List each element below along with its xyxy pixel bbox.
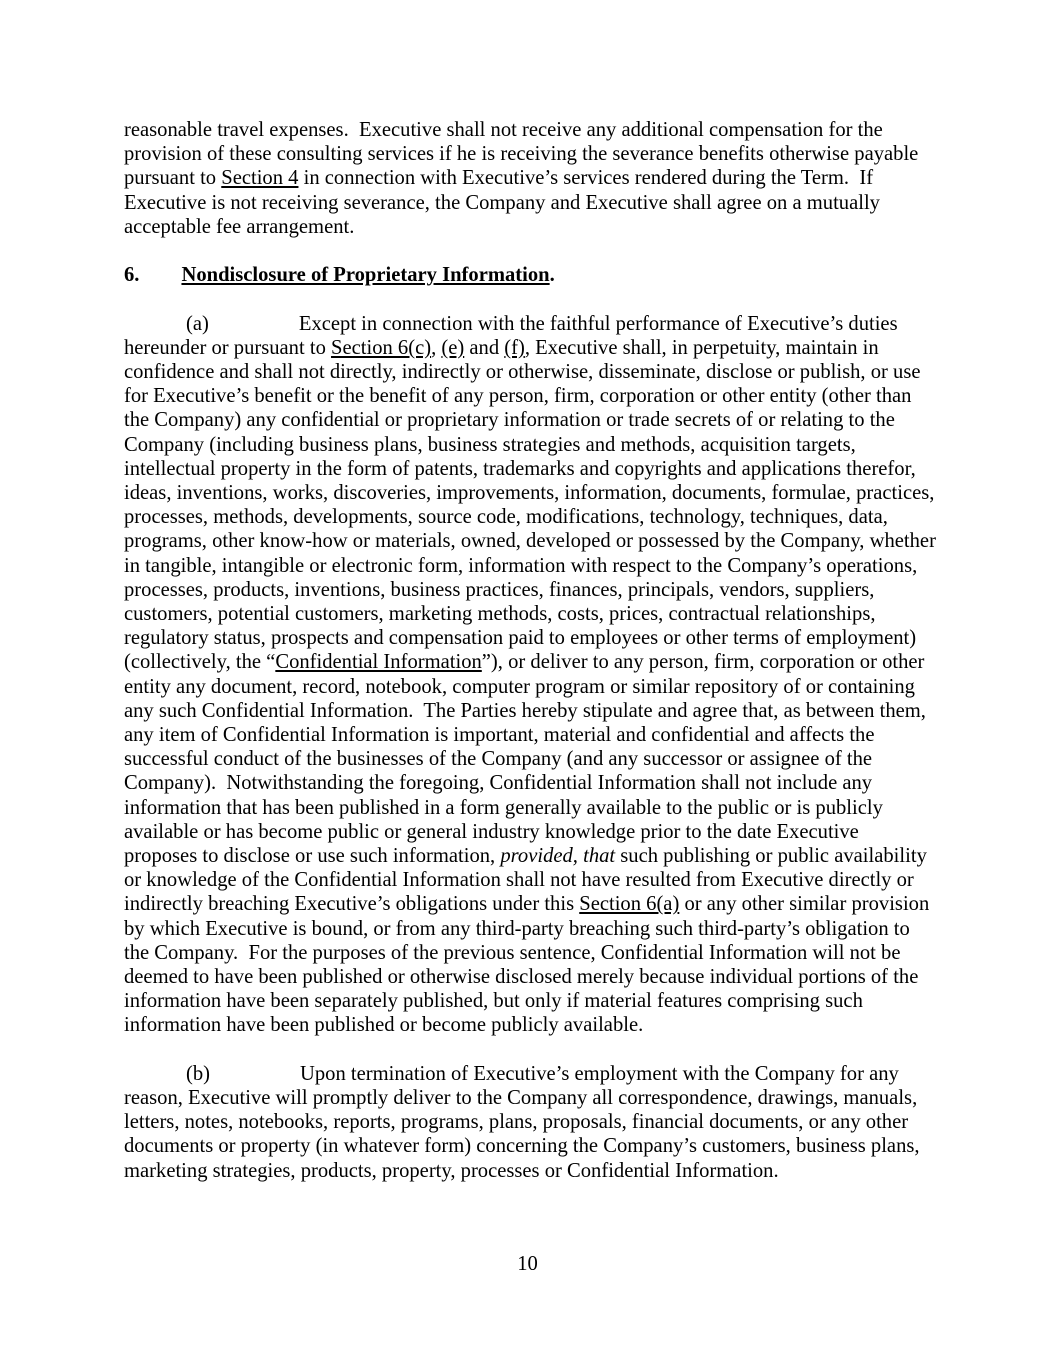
document-content [124,118,942,1207]
paragraph-6b: (b) Upon termination of Executive’s employment with the Company for any reason, Executive will promptly deliver to the Company all correspondence, drawings, manuals, letters, notes, notebooks, reports, programs, plans, proposals, financial documents, or any other documents or property (in whatever form) concerning the Company’s customers, business plans, marketing strategies, products, property, processes or Confidential Information. [124,1062,925,1182]
paragraph-6a: (a) Except in connection with the faithful performance of Executive’s duties hereunder or pursuant to Section 6(c), (e) and (f), Executive shall, in perpetuity, maintain in confidence and shall not directly, indirectly or otherwise, disseminate, disclose or publish, or use for Executive’s benefit or the benefit of any person, firm, corporation or other entity (other than the Company) any confidential or proprietary information or trade secrets of or relating to the Company (including business plans, business strategies and methods, acquisition targets, intellectual property in the form of patents, trademarks and copyrights and applications therefor, ideas, inventions, works, discoveries, improvements, information, documents, formulae, practices, processes, methods, developments, source code, modifications, technology, techniques, data, programs, other know-how or materials, owned, developed or possessed by the Company, whether in tangible, intangible or electronic form, information with respect to the Company’s operations, processes, products, inventions, business practices, finances, principals, vendors, suppliers, customers, potential customers, marketing methods, costs, prices, contractual relationships, regulatory status, prospects and compensation paid to employees or other terms of employment) (collectively, the “Confidential Information”), or deliver to any person, firm, corporation or other entity any document, record, notebook, computer program or similar repository of or containing any such Confidential Information. The Parties hereby stipulate and agree that, as between them, any item of Confidential Information is important, material and confidential and affects the successful conduct of the businesses of the Company (and any successor or assignee of the Company). Notwithstanding the foregoing, Confidential Information shall not include any information that has been published in a form generally available to the public or is publicly available or has become public or general industry knowledge prior to the date Executive proposes to disclose or use such information, provided, that such publishing or public availability or knowledge of the Confidential Information shall not have resulted from Executive directly or indirectly breaching Executive’s obligations under this Section 6(a) or any other similar provision by which Executive is bound, or from any third-party breaching such third-party’s obligation to the Company. For the purposes of the previous sentence, Confidential Information will not be deemed to have been published or otherwise disclosed merely because individual portions of the information have been separately published, but only if material features comprising such information have been published or become publicly available. [124,312,942,1037]
section-6-heading: 6. Nondisclosure of Proprietary Information. [124,264,555,287]
paragraph-consulting-fees: reasonable travel expenses. Executive shall not receive any additional compensation for the provision of these consulting services if he is receiving the severance benefits otherwise payable pursuant to Section 4 in connection with Executive’s services rendered during the Term. If Executive is not receiving severance, the Company and Executive shall agree on a mutually acceptable fee arrangement. [124,119,924,238]
page-number: 10 [517,1253,538,1275]
